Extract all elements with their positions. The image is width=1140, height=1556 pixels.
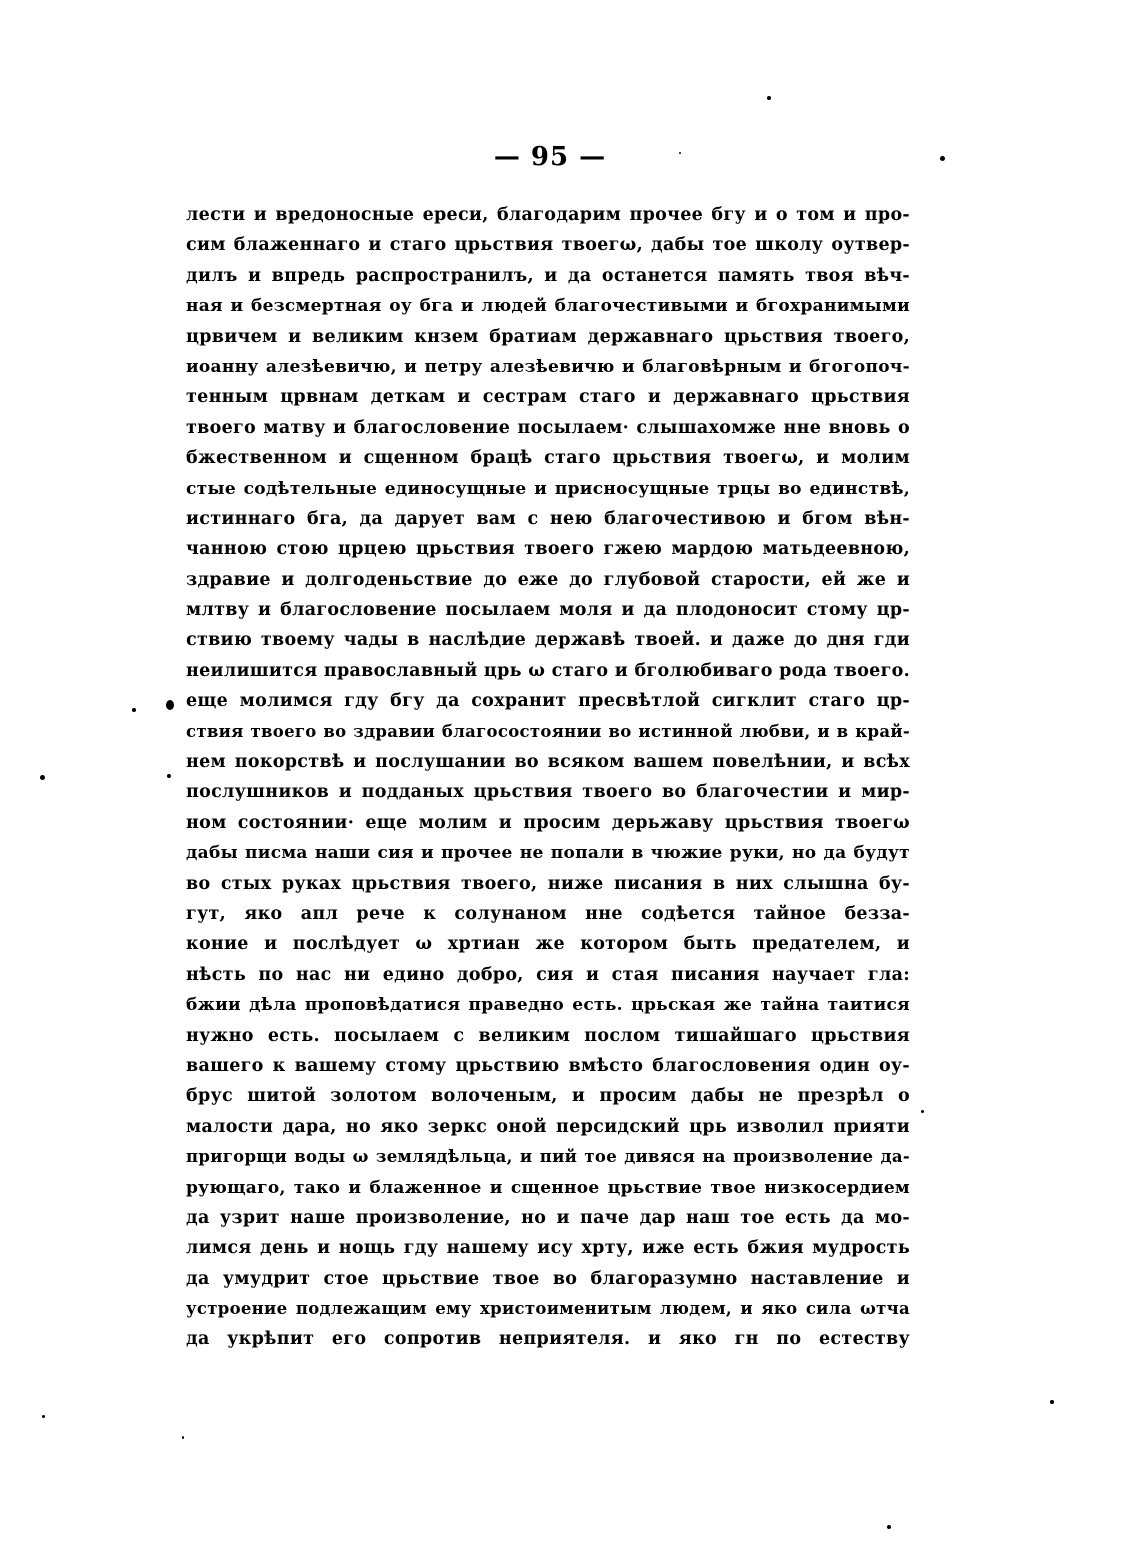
text-line: устроение подлежащим ему христоименитым людем, и яко сила ωтча [186, 1299, 910, 1319]
text-line: рующаго, тако и блаженное и сщенное црьствие твое низкосердием [186, 1177, 910, 1198]
text-line: пригорщи воды ω землядѣльца, и пий тое дивяся на произволение да- [186, 1147, 910, 1167]
text-line: гут, яко апл рече к солунаном нне содѣется тайное безза- [186, 903, 910, 924]
text-line: стые содѣтельные единосущные и присносущные трцы во единствѣ, [186, 478, 910, 499]
text-line: црвичем и великим кнзем братиам державнаго црьствия твоего, [186, 326, 910, 347]
body-text [186, 200, 910, 1355]
scan-speck [132, 708, 136, 712]
text-line: да узрит наше произволение, но и паче дар наш тое есть да мо- [186, 1207, 910, 1228]
text-line: нужно есть. посылаем с великим послом тишайшаго црьствия [186, 1025, 910, 1046]
text-line: нем покорствѣ и послушании во всяком вашем повелѣнии, и всѣх [186, 752, 910, 773]
text-line: лести и вредоносные ереси, благодарим прочее бгу и о том и про- [186, 205, 910, 225]
text-line: ная и безсмертная оу бга и людей благочестивыми и бгохранимыми [186, 296, 910, 317]
scan-speck [679, 152, 681, 154]
text-line: истиннаго бга, да дарует вам с нею благочестивою и бгом вѣн- [186, 508, 910, 529]
text-line: чанною стою црцею црьствия твоего гжею мардою матьдеевною, [186, 539, 910, 560]
scan-speck [40, 775, 45, 780]
text-line: еще молимся гду бгу да сохранит пресвѣтлой сигклит стаго цр- [186, 691, 910, 712]
text-line: твоего матву и благословение посылаем· слышахомже нне вновь о [186, 417, 910, 438]
text-line: лимся день и нощь гду нашему ису хрту, иже есть бжия мудрость [186, 1238, 910, 1259]
text-line: коние и послѣдует ω хртиан же котором быть предателем, и [186, 934, 910, 955]
text-line: здравие и долгоденьствие до еже до глубовой старости, ей же и [186, 569, 910, 590]
text-line: во стых руках црьствия твоего, ниже писания в них слышна бу- [186, 873, 910, 894]
scan-speck [921, 1110, 924, 1113]
text-line: бжественном и сщенном брацѣ стаго црьствия твоегω, и молим [186, 448, 910, 469]
scan-speck [167, 774, 171, 778]
text-line: нѣсть по нас ни едино добро, сия и стая писания научает гла: [186, 964, 910, 985]
text-line: ном состоянии· еще молим и просим дерьжаву црьствия твоегω [186, 812, 910, 833]
text-line: млтву и благословение посылаем моля и да плодоносит стому цр- [186, 600, 910, 621]
scan-speck [767, 96, 771, 100]
text-line: да умудрит стое црьствие твое во благоразумно наставление и [186, 1268, 910, 1289]
text-line: дилъ и впредь распространилъ, и да останется память твоя вѣч- [186, 265, 910, 286]
text-line: тенным црвнам деткам и сестрам стаго и державнаго црьствия [186, 387, 910, 408]
text-line: малости дара, но яко зеркс оной персидский црь изволил прияти [186, 1116, 910, 1137]
text-line: ствия твоего во здравии благосостоянии во истинной любви, и в край- [186, 721, 910, 741]
text-line: бжии дѣла проповѣдатися праведно есть. црьская же тайна таитися [186, 995, 910, 1016]
scan-speck [182, 1436, 184, 1439]
text-line: дабы писма наши сия и прочее не попали в чюжие руки, но да будут [186, 843, 910, 864]
scan-speck [1050, 1400, 1054, 1404]
text-line: брус шитой золотом волоченым, и просим дабы не презрѣл о [186, 1086, 910, 1107]
scan-speck [940, 156, 945, 161]
page-number: — 95 — [493, 142, 607, 172]
text-line: сим блаженнаго и стаго црьствия твоегω, дабы тое школу оутвер- [186, 235, 910, 256]
text-line: иоанну алезѣевичю, и петру алезѣевичю и благовѣрным и бгогопоч- [186, 356, 910, 377]
text-line: послушников и подданых црьствия твоего во благочестии и мир- [186, 782, 910, 803]
text-line: да укрѣпит его сопротив неприятеля. и яко гн по естеству [186, 1329, 910, 1350]
scan-speck [42, 1415, 45, 1418]
scan-speck [887, 1525, 891, 1529]
scan-speck [166, 700, 174, 710]
text-line: ствию твоему чады в наслѣдие державѣ твоей. и даже до дня гди [186, 630, 910, 651]
text-line: вашего к вашему стому црьствию вмѣсто благословения один оу- [186, 1055, 910, 1076]
text-line: неилишится православный црь ω стаго и бголюбиваго рода твоего. [186, 660, 910, 681]
